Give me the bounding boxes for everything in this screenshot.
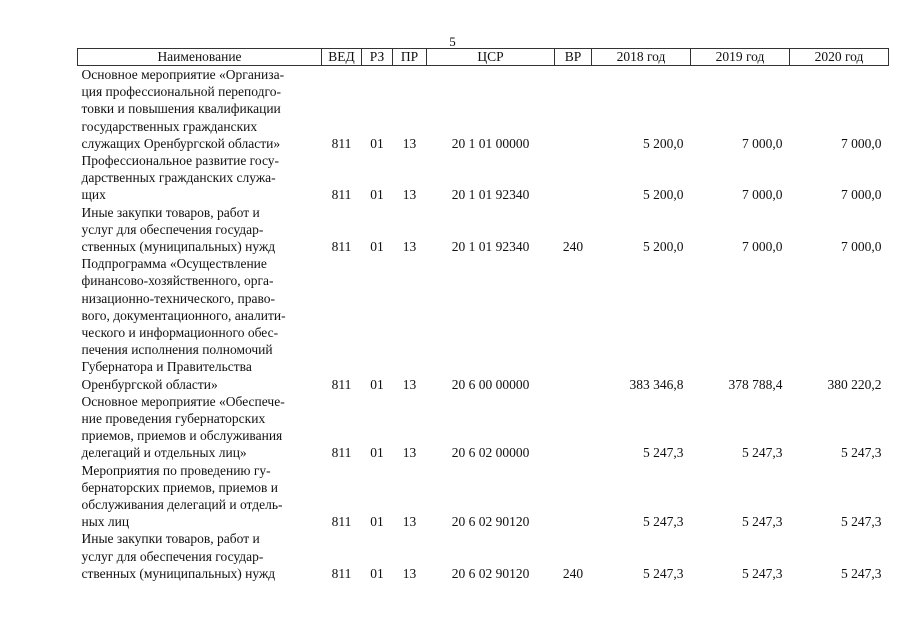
- row-2018: 5 200,0: [643, 187, 684, 203]
- table-row: [78, 530, 889, 582]
- row-csr: 20 1 01 92340: [451, 187, 530, 203]
- row-csr: 20 6 02 00000: [451, 445, 530, 461]
- row-name: Иные закупки товаров, работ и услуг для обеспечения государ- ственных (муниципальных) нужд: [81, 531, 276, 581]
- row-csr: 20 6 00 00000: [451, 376, 530, 392]
- row-2020: 7 000,0: [841, 187, 882, 203]
- row-ved: 811: [331, 514, 352, 530]
- row-pr: 13: [402, 445, 417, 461]
- row-2019: 7 000,0: [742, 187, 783, 203]
- row-2018: 5 247,3: [643, 565, 684, 581]
- header-2019: 2019 год: [691, 49, 790, 66]
- header-pr: ПР: [393, 49, 427, 66]
- row-pr: 13: [402, 135, 417, 151]
- row-rz: 01: [370, 187, 384, 203]
- row-name: Основное мероприятие «Организа- ция профессиональной переподго- товки и повышения квалификации государственных гражданских служащих Оренбургской области»: [81, 67, 285, 151]
- header-rz: РЗ: [362, 49, 393, 66]
- row-rz: 01: [370, 135, 384, 151]
- row-pr: 13: [402, 187, 417, 203]
- row-csr: 20 6 02 90120: [451, 514, 530, 530]
- row-ved: 811: [331, 239, 352, 255]
- row-ved: 811: [331, 187, 352, 203]
- row-2020: 5 247,3: [841, 514, 882, 530]
- row-csr: 20 1 01 00000: [451, 135, 530, 151]
- table-row: [78, 462, 889, 531]
- table-header-row: [78, 49, 889, 66]
- table-row: [78, 66, 889, 153]
- row-rz: 01: [370, 514, 384, 530]
- row-name: Основное мероприятие «Обеспече- ние проведения губернаторских приемов, приемов и обслуживания делегаций и отдельных лиц»: [81, 393, 285, 461]
- row-2020: 5 247,3: [841, 445, 882, 461]
- budget-table: [77, 48, 889, 582]
- row-vr: 240: [562, 239, 584, 255]
- row-2019: 5 247,3: [742, 445, 783, 461]
- row-ved: 811: [331, 376, 352, 392]
- row-2020: 7 000,0: [841, 135, 882, 151]
- row-2019: 378 788,4: [728, 376, 783, 392]
- row-2020: 7 000,0: [841, 239, 882, 255]
- page-number: 5: [449, 34, 456, 49]
- table-row: [78, 393, 889, 462]
- row-vr: [555, 66, 592, 153]
- row-pr: 13: [402, 239, 417, 255]
- row-rz: 01: [370, 239, 384, 255]
- row-csr: 20 6 02 90120: [451, 565, 530, 581]
- row-ved: 811: [331, 135, 352, 151]
- row-name: Мероприятия по проведению гу- бернаторских приемов, приемов и обслуживания делегаций и отдель- ных лиц: [81, 462, 283, 530]
- row-name: Иные закупки товаров, работ и услуг для обеспечения государ- ственных (муниципальных) нужд: [81, 204, 276, 255]
- row-2019: 7 000,0: [742, 135, 783, 151]
- row-vr: 240: [562, 565, 584, 581]
- row-pr: 13: [402, 514, 417, 530]
- row-2018: 5 247,3: [643, 514, 684, 530]
- row-2018: 5 200,0: [643, 239, 684, 255]
- row-rz: 01: [370, 376, 384, 392]
- row-vr: [555, 462, 592, 531]
- row-name: Профессиональное развитие госу- дарственных гражданских служа- щих: [81, 153, 280, 203]
- header-2018: 2018 год: [592, 49, 691, 66]
- table-row: [78, 255, 889, 393]
- row-2020: 5 247,3: [841, 565, 882, 581]
- header-2020: 2020 год: [790, 49, 889, 66]
- row-vr: [555, 393, 592, 462]
- row-pr: 13: [402, 565, 417, 581]
- table-row: [78, 152, 889, 204]
- table-row: [78, 204, 889, 256]
- row-ved: 811: [331, 565, 352, 581]
- row-rz: 01: [370, 565, 384, 581]
- row-ved: 811: [331, 445, 352, 461]
- header-csr: ЦСР: [427, 49, 555, 66]
- row-name: Подпрограмма «Осуществление финансово-хозяйственного, орга- низационно-технического, право- вого, документационного, аналити- ческого и информационного обес- печения исполнения полномочий Губернатора и Правительства Оренбургской области»: [81, 256, 286, 392]
- row-2020: 380 220,2: [827, 376, 882, 392]
- row-2018: 5 200,0: [643, 135, 684, 151]
- header-ved: ВЕД: [322, 49, 362, 66]
- header-vr: ВР: [555, 49, 592, 66]
- row-2019: 5 247,3: [742, 514, 783, 530]
- row-vr: [555, 255, 592, 393]
- row-vr: [555, 152, 592, 204]
- row-2018: 383 346,8: [629, 376, 684, 392]
- row-2019: 5 247,3: [742, 565, 783, 581]
- header-name: Наименование: [78, 49, 322, 66]
- row-pr: 13: [402, 376, 417, 392]
- row-rz: 01: [370, 445, 384, 461]
- row-2019: 7 000,0: [742, 239, 783, 255]
- row-csr: 20 1 01 92340: [451, 239, 530, 255]
- row-2018: 5 247,3: [643, 445, 684, 461]
